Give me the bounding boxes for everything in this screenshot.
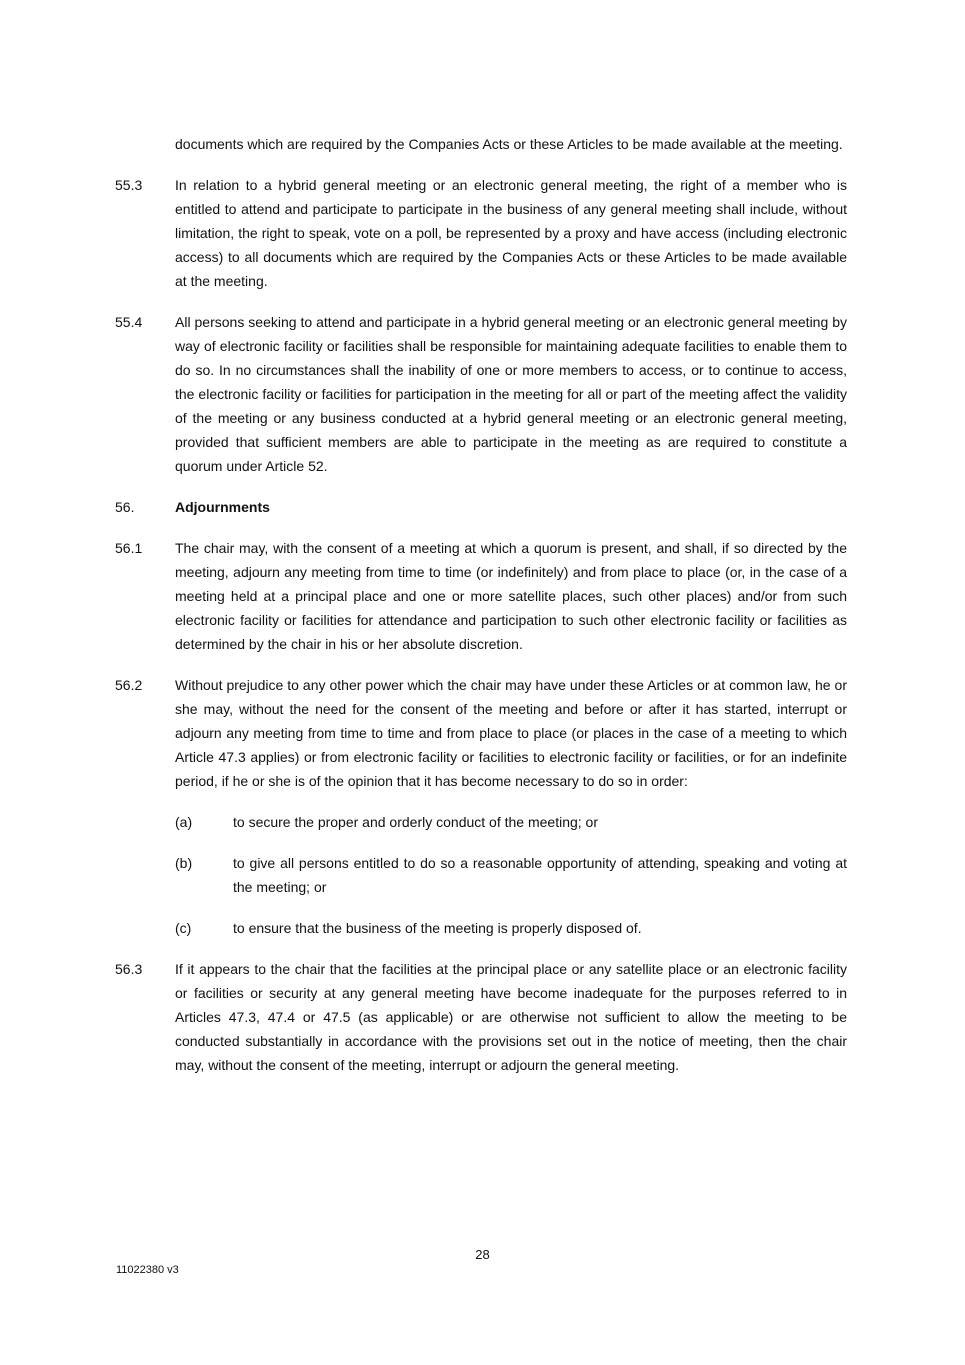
clause-number-empty xyxy=(115,132,175,156)
clause-text: If it appears to the chair that the facilities at the principal place or any satellite place or an electronic facility or facilities or security at any general meeting have become inadequate for the purposes referred to in Articles 47.3, 47.4 or 47.5 (as applicable) or are otherwise not sufficient to allow the meeting to be conducted substantially in accordance with the provisions set out in the notice of meeting, then the chair may, without the consent of the meeting, interrupt or adjourn the general meeting. xyxy=(175,961,847,1073)
clause-55-3 xyxy=(115,173,847,293)
clause-text: All persons seeking to attend and participate in a hybrid general meeting or an electronic general meeting by way of electronic facility or facilities shall be responsible for maintaining adequate facilities to enable them to do so. In no circumstances shall the inability of one or more members to access, or to continue to access, the electronic facility or facilities for participation in the meeting for all or part of the meeting affect the validity of the meeting or any business conducted at a hybrid general meeting or an electronic general meeting, provided that sufficient members are able to participate in the meeting as are required to constitute a quorum under Article 52. xyxy=(175,314,847,474)
clause-text: Without prejudice to any other power which the chair may have under these Articles or at common law, he or she may, without the need for the consent of the meeting and before or after it has started, interrupt or adjourn any meeting from time to time and from place to place (or places in the case of a meeting to which Article 47.3 applies) or from electronic facility or facilities to electronic facility or facilities, or for an indefinite period, if he or she is of the opinion that it has become necessary to do so in order: xyxy=(175,677,847,789)
subclause-56-2-c xyxy=(175,916,847,940)
clause-number: 56.1 xyxy=(115,540,143,556)
subclause-text: to ensure that the business of the meeting is properly disposed of. xyxy=(233,920,642,936)
clause-56-3 xyxy=(115,957,847,1077)
clause-text: The chair may, with the consent of a meeting at which a quorum is present, and shall, if so directed by the meeting, adjourn any meeting from time to time (or indefinitely) and from place to place (or, in the case of a meeting held at a principal place and one or more satellite places, such other places) and/or from such electronic facility or facilities for attendance and participation to such other electronic facility or facilities as determined by the chair in his or her absolute discretion. xyxy=(175,540,847,652)
subclause-label: (c) xyxy=(175,920,192,936)
section-56-heading xyxy=(115,495,847,519)
clause-55-4 xyxy=(115,310,847,478)
section-title: Adjournments xyxy=(175,499,270,515)
clause-56-2 xyxy=(115,673,847,793)
clause-text: In relation to a hybrid general meeting or an electronic general meeting, the right of a member who is entitled to attend and participate to participate in the business of any general meeting shall include, without limitation, the right to speak, vote on a poll, be represented by a proxy and have access (including electronic access) to all documents which are required by the Companies Acts or these Articles to be made available at the meeting. xyxy=(175,177,847,289)
subclause-label: (b) xyxy=(175,855,193,871)
document-body xyxy=(115,132,847,1094)
paragraph-text: documents which are required by the Companies Acts or these Articles to be made available at the meeting. xyxy=(175,136,843,152)
document-reference: 11022380 v3 xyxy=(116,1264,179,1276)
subclause-56-2-a xyxy=(175,810,847,834)
subclause-text: to secure the proper and orderly conduct of the meeting; or xyxy=(233,814,598,830)
clause-number: 55.4 xyxy=(115,314,143,330)
paragraph-continuation xyxy=(115,132,847,156)
clause-number: 56.2 xyxy=(115,677,143,693)
page-number: 28 xyxy=(475,1247,490,1262)
clause-number: 56.3 xyxy=(115,961,143,977)
section-number: 56. xyxy=(115,499,135,515)
clause-number: 55.3 xyxy=(115,177,143,193)
subclause-text: to give all persons entitled to do so a reasonable opportunity of attending, speaking and voting at the meeting; or xyxy=(233,855,847,895)
clause-56-1 xyxy=(115,536,847,656)
subclause-56-2-b xyxy=(175,851,847,899)
subclause-label: (a) xyxy=(175,814,193,830)
